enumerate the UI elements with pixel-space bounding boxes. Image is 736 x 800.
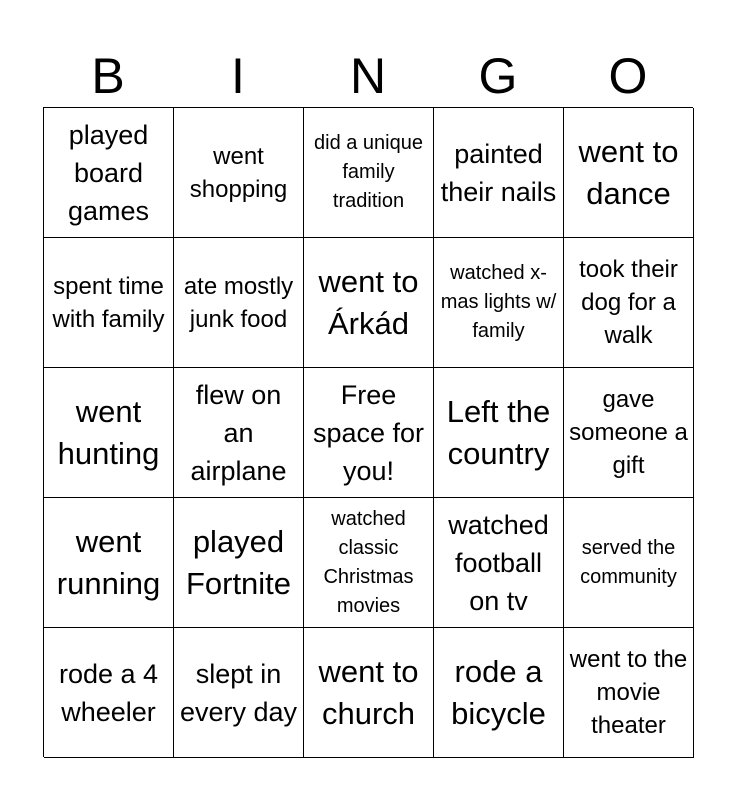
cell-text: slept in every day <box>179 658 298 727</box>
bingo-cell[interactable] <box>174 628 304 758</box>
bingo-cell[interactable] <box>434 108 564 238</box>
cell-text: played board games <box>67 119 150 226</box>
bingo-cell[interactable] <box>44 498 174 628</box>
bingo-cell[interactable] <box>44 368 174 498</box>
cell-text: Free space for you! <box>312 379 425 486</box>
bingo-cell[interactable] <box>434 368 564 498</box>
bingo-cell[interactable] <box>174 108 304 238</box>
bingo-grid <box>43 107 693 757</box>
cell-text: spent time with family <box>52 272 165 333</box>
bingo-cell[interactable] <box>304 628 434 758</box>
bingo-cell[interactable] <box>304 238 434 368</box>
bingo-header <box>43 45 693 107</box>
bingo-cell[interactable] <box>564 238 694 368</box>
cell-text: Left the country <box>446 393 551 471</box>
cell-text: went to dance <box>578 133 679 211</box>
bingo-cell[interactable] <box>174 238 304 368</box>
cell-text: went to the movie theater <box>569 646 688 739</box>
header-letter-i: I <box>231 48 245 104</box>
cell-text: watched classic Christmas movies <box>323 507 414 617</box>
cell-text: went to church <box>318 653 419 731</box>
cell-text: served the community <box>580 536 677 588</box>
cell-text: did a unique family tradition <box>314 132 423 212</box>
cell-text: flew on an airplane <box>190 379 287 486</box>
header-letter-o: O <box>608 48 648 104</box>
header-letter-n: N <box>349 48 387 104</box>
bingo-cell[interactable] <box>564 108 694 238</box>
cell-text: rode a bicycle <box>451 653 546 731</box>
bingo-cell[interactable] <box>434 238 564 368</box>
bingo-cell[interactable] <box>44 628 174 758</box>
bingo-cell[interactable] <box>564 628 694 758</box>
bingo-cell[interactable] <box>434 628 564 758</box>
bingo-cell[interactable] <box>564 498 694 628</box>
cell-text: went shopping <box>189 142 288 203</box>
bingo-cell[interactable] <box>174 368 304 498</box>
cell-text: ate mostly junk food <box>183 272 294 333</box>
bingo-cell[interactable] <box>304 108 434 238</box>
cell-text: watched x-mas lights w/ family <box>440 262 557 342</box>
bingo-cell[interactable] <box>564 368 694 498</box>
cell-text: took their dog for a walk <box>579 256 678 349</box>
bingo-cell[interactable] <box>44 238 174 368</box>
cell-text: watched football on tv <box>448 509 549 616</box>
cell-text: went hunting <box>57 393 160 471</box>
header-letter-b: B <box>91 48 125 104</box>
cell-text: painted their nails <box>440 138 557 207</box>
cell-text: rode a 4 wheeler <box>58 658 159 727</box>
bingo-cell[interactable] <box>44 108 174 238</box>
cell-text: gave someone a gift <box>569 386 688 479</box>
cell-text: played Fortnite <box>185 523 292 601</box>
cell-text: went to Árkád <box>318 263 419 341</box>
header-letter-g: G <box>478 48 518 104</box>
cell-text: went running <box>56 523 161 601</box>
bingo-cell[interactable] <box>434 498 564 628</box>
free-space-cell[interactable] <box>304 368 434 498</box>
bingo-cell[interactable] <box>304 498 434 628</box>
bingo-cell[interactable] <box>174 498 304 628</box>
